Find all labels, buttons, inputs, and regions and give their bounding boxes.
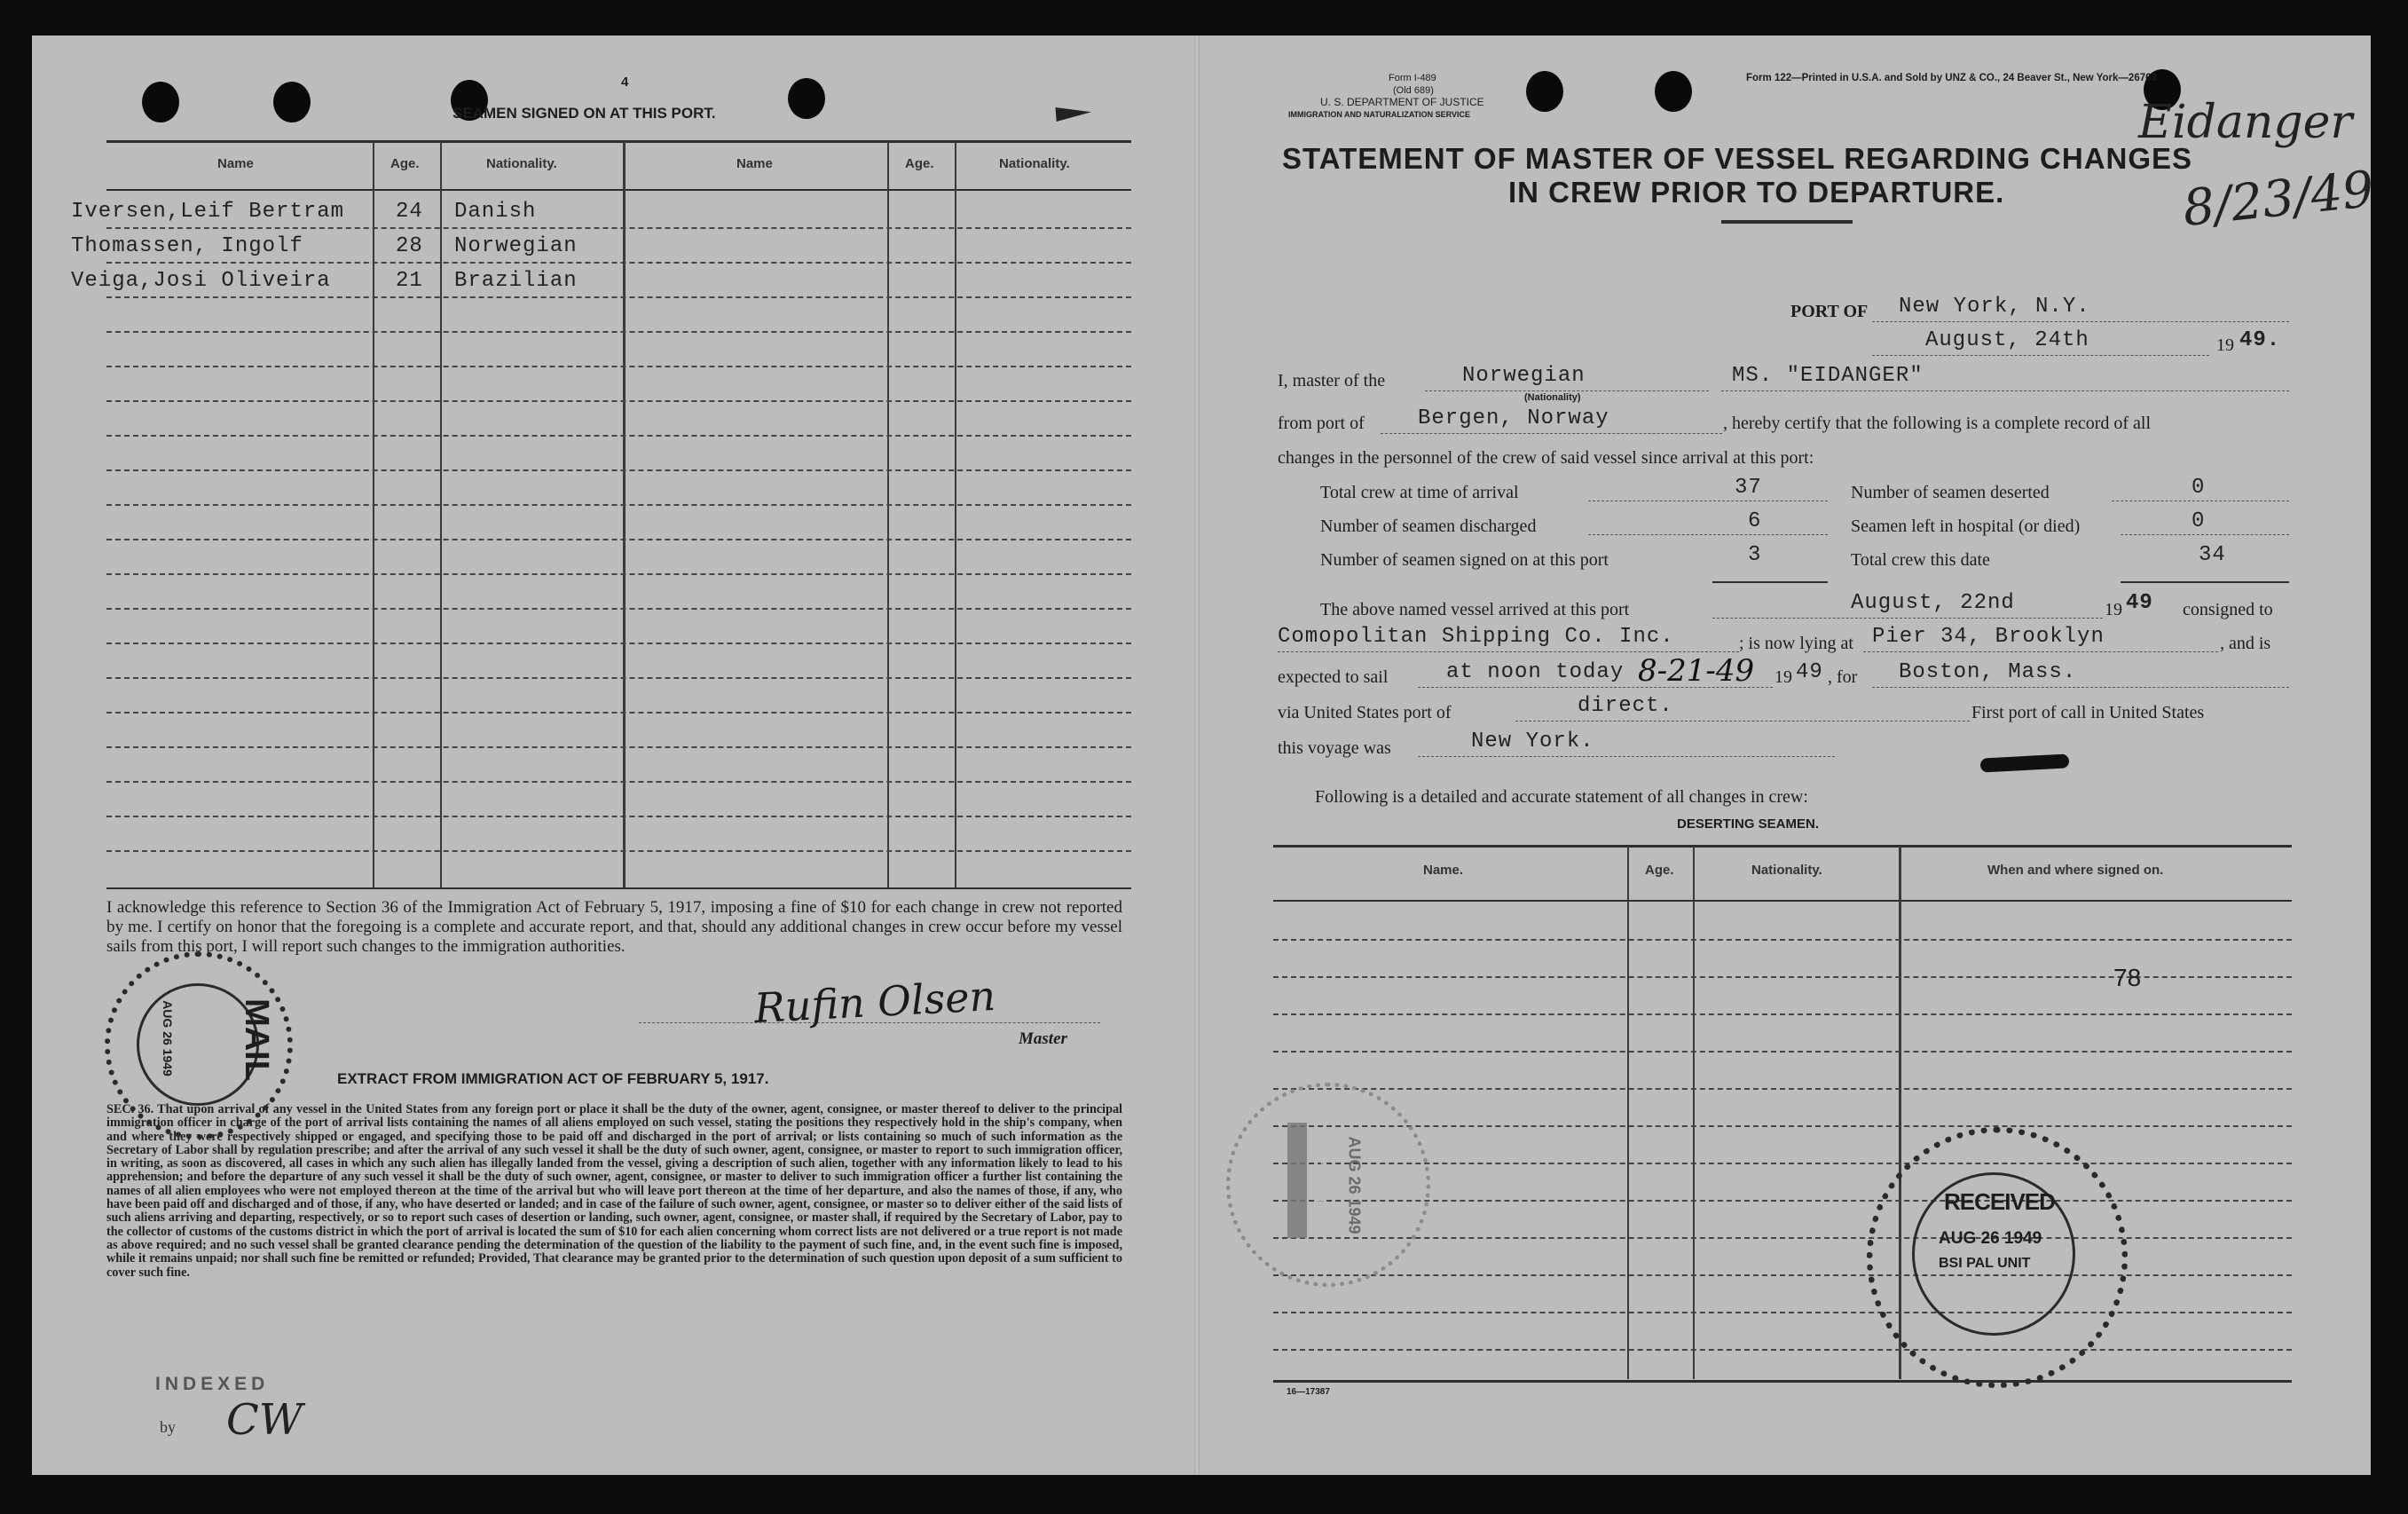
nationality-value: Norwegian [1462,364,1586,388]
des-col-age: Age. [1645,863,1674,878]
table-row-nationality: Brazilian [454,269,578,293]
extract-heading: EXTRACT FROM IMMIGRATION ACT OF FEBRUARY 5, 1917. [337,1070,769,1087]
table-row-age: 21 [396,269,423,293]
des-col-name: Name. [1423,863,1464,878]
des-col-when-where: When and where signed on. [1987,863,2164,878]
from-port-value: Bergen, Norway [1418,406,1609,430]
stat-label: Total crew at time of arrival [1320,483,1519,502]
nationality-caption: (Nationality) [1524,392,1581,403]
punch-hole [788,78,825,119]
received-stamp-text: RECEIVED [1944,1188,2055,1215]
punch-hole [273,82,311,122]
year-prefix: 19 [2216,335,2234,355]
col-nationality-2: Nationality. [999,156,1070,171]
date-value: August, 24th [1925,328,2089,352]
table-row-name: Veiga,Josi Oliveira [71,269,331,293]
received-stamp [1867,1127,2128,1388]
stat-label: Number of seamen discharged [1320,516,1537,536]
form-title-line1: STATEMENT OF MASTER OF VESSEL REGARDING CHANGES [1282,142,2193,175]
stat-right-value: 0 [2192,509,2206,533]
lying-value: Pier 34, Brooklyn [1872,625,2105,649]
voyage-value: New York. [1471,729,1594,753]
indexed-initials: CW [226,1395,303,1445]
records-unit-date: AUG 26 1949 [1345,1136,1364,1234]
stat-value: 37 [1735,476,1762,500]
following-text: Following is a detailed and accurate statement of all changes in crew: [1315,787,1808,807]
from-port-label: from port of [1278,414,1365,433]
records-unit-stamp [1226,1083,1430,1287]
table-row-nationality: Norwegian [454,234,578,258]
form-title-line2: IN CREW PRIOR TO DEPARTURE. [1508,176,2005,209]
col-age-2: Age. [905,156,934,171]
stat-right-value: 0 [2192,476,2206,500]
port-of-value: New York, N.Y. [1899,295,2090,319]
page-number: 4 [621,75,629,90]
department-label: U. S. DEPARTMENT OF JUSTICE [1320,96,1484,108]
handwritten-ship-name: Eidanger [2138,96,2353,149]
mail-stamp-date: AUG 26 1949 [160,1000,175,1076]
via-label: via United States port of [1278,703,1452,722]
expected-handwritten-date: 8-21-49 [1638,653,1755,689]
deserting-heading: DESERTING SEAMEN. [1677,816,1820,832]
consigned-label: consigned to [2183,600,2273,619]
stat-label: Number of seamen signed on at this port [1320,550,1609,570]
stat-right-label: Seamen left in hospital (or died) [1851,516,2081,536]
expected-year-value: 49 [1796,660,1823,684]
mail-stamp [105,951,293,1139]
arrived-year-prefix: 19 [2105,600,2122,619]
master-label: Master [1019,1029,1067,1048]
des-col-nationality: Nationality. [1751,863,1822,878]
arrived-value: August, 22nd [1851,591,2015,615]
for-value: Boston, Mass. [1899,660,2077,684]
punch-hole [1526,71,1563,112]
stat-value: 3 [1748,543,1762,567]
table-row-age: 24 [396,200,423,224]
changes-text: changes in the personnel of the crew of said vessel since arrival at this port: [1278,448,1814,468]
year-value: 49. [2239,328,2281,352]
form-number: Form I-489 [1389,73,1436,83]
arrived-label: The above named vessel arrived at this port [1320,600,1630,619]
port-of-label: PORT OF [1790,302,1869,321]
via-value: direct. [1578,694,1673,718]
page-fold [1194,35,1200,1475]
mail-stamp-text: MAIL [237,998,275,1081]
arrived-year: 49 [2126,591,2153,615]
table-row-name: Iversen,Leif Bertram [71,200,345,224]
lying-label: ; is now lying at [1739,634,1853,653]
table-row-age: 28 [396,234,423,258]
and-is-label: , and is [2220,634,2271,653]
master-signature: Rufin Olsen [752,971,997,1033]
form-code: 16—17387 [1287,1387,1330,1397]
expected-year-prefix: 19 [1775,667,1792,687]
table-row-name: Thomassen, Ingolf [71,234,303,258]
deserting-note-number: 78 [2113,964,2142,991]
extract-text: SEC. 36. That upon arrival of any vessel in the United States from any foreign port or place it shall be the duty of the owner, agent, consignee, or master thereof to deliver to the principal immigration officer in charge of the port of arrival lists containing the names of all aliens employed on such vessel, stating the positions they respectively hold in the ship's company, when and where they were respectively shipped or engaged, and specifying those to be paid off and discharged in the port of arrival; or lists containing so much of such information as the Secretary of Labor shall by regulation prescribe; and after the arrival of any such vessel it shall be the duty of such owner, agent, consignee, or master to report to such immigration officer, in writing, as soon as discovered, all cases in which any such alien has illegally landed from the vessel, giving a description of such alien, together with any information likely to lead to his apprehension; and before the departure of any such vessel it shall be the duty of such owner, agent, consignee, or master to deliver to such immigration officer a further list containing the names of all alien employees who were not employed thereon at the time of the arrival but who will leave port thereon at the time of her departure, and also the names of those, if any, who have been paid off and discharged and of those, if any, who have deserted or landed; and in case of the failure of such owner, agent, consignee, or master so to deliver either of the said lists of such aliens arriving and departing, respectively, or so to report such cases of desertion or landing, such owner, agent, consignee, or master shall, if required by the Secretary of Labor, pay to the collector of customs of the customs district in which the port of arrival is located the sum of $10 for each alien concerning whom correct lists are not delivered or a true report is not made as above required; and no such vessel shall be granted clearance pending the determination of the question of the liability to the payment of such fine, and, in the event such fine is imposed, while it remains unpaid; nor shall such fine be remitted or refunded; Provided, That clearance may be granted prior to the determination of such question upon deposit of a sum sufficient to cover such fine. [106,1102,1122,1280]
form-old-number: (Old 689) [1393,85,1434,96]
col-name-2: Name [736,156,773,171]
consignee-value: Comopolitan Shipping Co. Inc. [1278,625,1674,649]
table-row-nationality: Danish [454,200,537,224]
acknowledgment-text: I acknowledge this reference to Section 36 of the Immigration Act of February 5, 1917, imposing a fine of $10 for each change in crew not reported by me. I certify on honor that the foregoing is a complete and accurate report, and that, should any additional changes in crew occur before my vessel sails from this port, I will report such changes to the immigration authorities. [106,898,1122,956]
vessel-name: MS. "EIDANGER" [1732,364,1924,388]
punch-hole [142,82,179,122]
service-label: IMMIGRATION AND NATURALIZATION SERVICE [1288,110,1470,119]
first-port-label: First port of call in United States [1971,703,2205,722]
master-of-label: I, master of the [1278,371,1386,390]
indexed-by-label: by [160,1418,176,1436]
voyage-label: this voyage was [1278,738,1391,758]
col-name-1: Name [217,156,254,171]
for-label: , for [1828,667,1858,687]
certify-text: , hereby certify that the following is a complete record of all [1723,414,2152,433]
signed-on-heading: SEAMEN SIGNED ON AT THIS PORT. [452,105,716,122]
col-age-1: Age. [390,156,420,171]
received-stamp-unit: BSI PAL UNIT [1939,1256,2031,1271]
handwritten-date: 8/23/49 [2180,160,2377,239]
received-stamp-date: AUG 26 1949 [1939,1229,2042,1248]
printer-note: Form 122—Printed in U.S.A. and Sold by UNZ & CO., 24 Beaver St., New York—26763 [1746,73,2157,83]
stat-right-label: Total crew this date [1851,550,1990,570]
expected-label: expected to sail [1278,667,1389,687]
stat-value: 6 [1748,509,1762,533]
col-nationality-1: Nationality. [486,156,557,171]
punch-hole [1655,71,1692,112]
records-unit-label: RECORDS UNIT [1312,1138,1326,1219]
expected-value: at noon today [1446,660,1625,684]
indexed-stamp: INDEXED [155,1374,270,1394]
stat-right-value: 34 [2199,543,2226,567]
stat-right-label: Number of seamen deserted [1851,483,2050,502]
